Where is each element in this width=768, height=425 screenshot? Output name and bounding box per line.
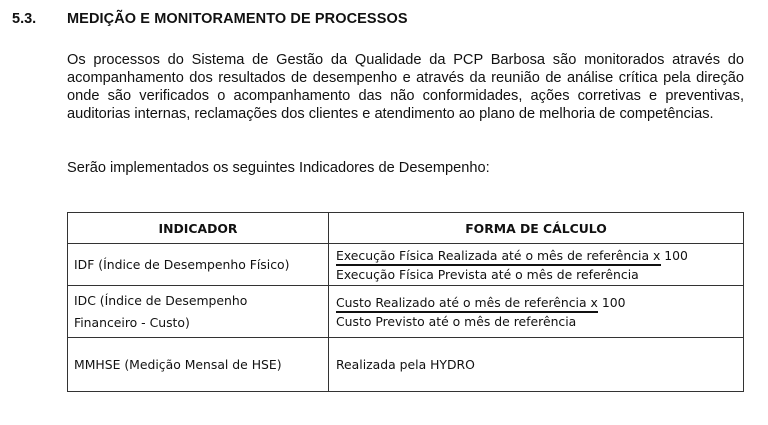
- header-calculation: FORMA DE CÁLCULO: [329, 213, 744, 244]
- indicator-line: IDC (Índice de Desempenho: [74, 292, 248, 308]
- calculation-cell: Realizada pela HYDRO: [329, 338, 744, 392]
- multiplier-text: x 100: [649, 247, 688, 263]
- section-title: MEDIÇÃO E MONITORAMENTO DE PROCESSOS: [67, 11, 408, 27]
- formula-denominator: Custo Previsto até o mês de referência: [336, 313, 577, 329]
- table-row: [68, 244, 744, 286]
- indicator-cell: IDF (Índice de Desempenho Físico): [68, 244, 329, 286]
- table-row: [68, 286, 744, 338]
- formula-numerator: [336, 294, 736, 311]
- header-indicator: INDICADOR: [68, 213, 329, 244]
- body-paragraph: Os processos do Sistema de Gestão da Qualidade da PCP Barbosa são monitorados através do acompanhamento dos resultados de desempenho e através da reunião de análise crítica pela direção onde são verificados o acompanhamento das não conformidades, ações corretivas e preventivas, auditorias internas, reclamações dos clientes e atendimento ao plano de melhoria de competências.: [67, 52, 744, 122]
- formula-fraction: [336, 247, 736, 283]
- numerator-text: Execução Física Realizada até o mês de referência: [336, 247, 650, 263]
- multiplier-text: x 100: [586, 294, 626, 310]
- formula-denominator: Execução Física Prevista até o mês de referência: [336, 266, 639, 282]
- table-row: [68, 338, 744, 392]
- indicator-cell: [68, 286, 329, 338]
- formula-numerator: [336, 247, 736, 264]
- formula-fraction: [336, 294, 736, 330]
- numerator-text: Custo Realizado até o mês de referência: [336, 294, 587, 310]
- indicator-cell: MMHSE (Medição Mensal de HSE): [68, 338, 329, 392]
- indicators-table: [67, 212, 744, 392]
- indicators-intro: Serão implementados os seguintes Indicadores de Desempenho:: [67, 160, 490, 176]
- indicator-line: Financeiro - Custo): [74, 314, 190, 330]
- table-header-row: [68, 213, 744, 244]
- calculation-cell: [329, 286, 744, 338]
- section-number: 5.3.: [12, 11, 37, 27]
- calculation-cell: [329, 244, 744, 286]
